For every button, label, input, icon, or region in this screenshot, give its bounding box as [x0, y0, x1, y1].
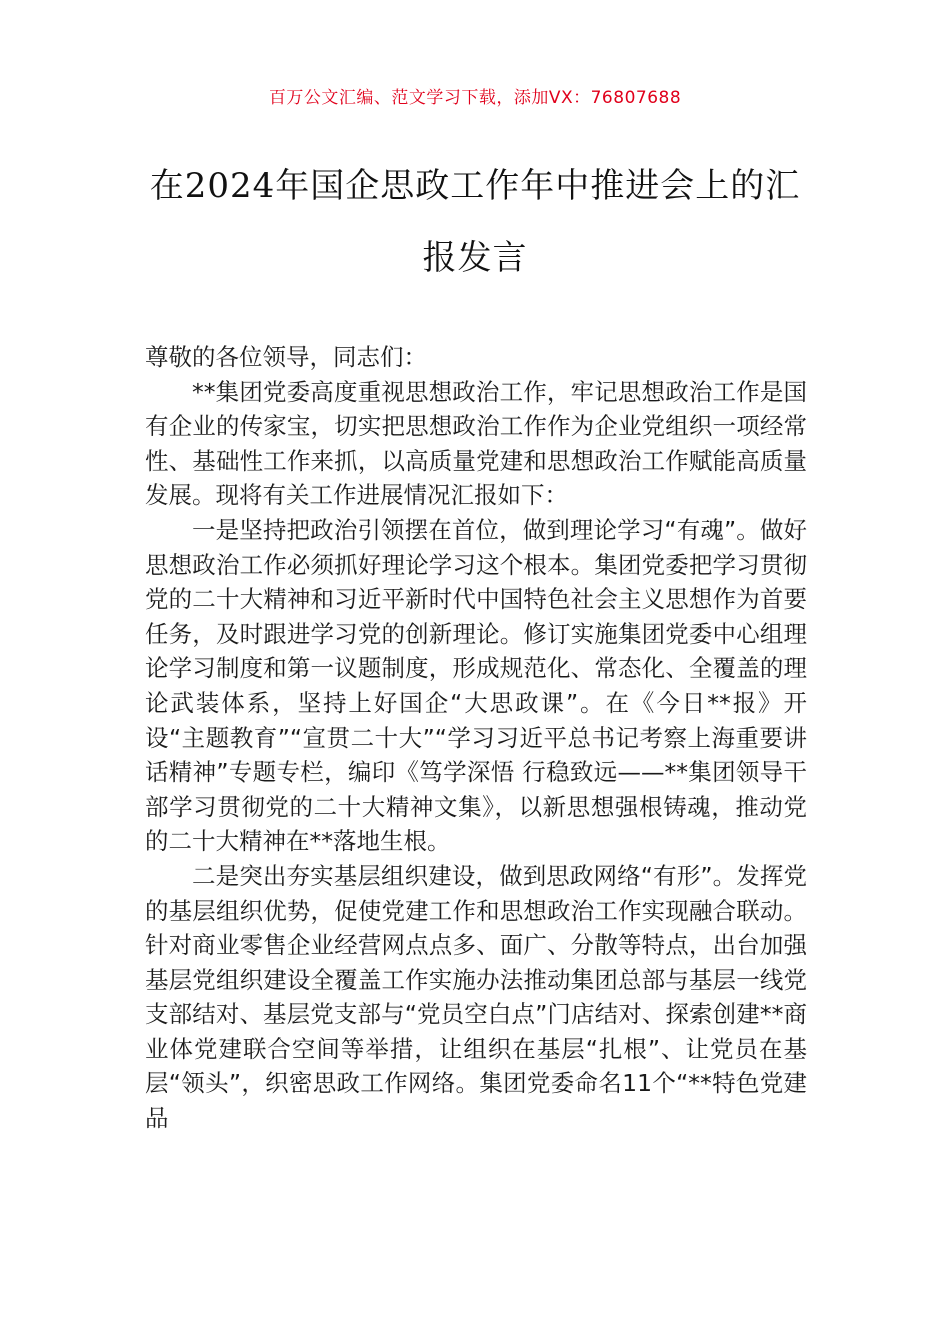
document-body — [145, 340, 807, 1136]
paragraph-intro: **集团党委高度重视思想政治工作，牢记思想政治工作是国有企业的传家宝，切实把思想政治工作作为企业党组织一项经常性、基础性工作来抓，以高质量党建和思想政治工作赋能高质量发展。现将有关工作进展情况汇报如下： — [145, 377, 807, 510]
watermark-header: 百万公文汇编、范文学习下载，添加VX：76807688 — [268, 88, 682, 108]
salutation: 尊敬的各位领导，同志们： — [145, 343, 427, 371]
document-title: 在2024年国企思政工作年中推进会上的汇报发言 — [149, 166, 801, 278]
paragraph-point-two: 二是突出夯实基层组织建设，做到思政网络“有形”。发挥党的基层组织优势，促使党建工作和思想政治工作实现融合联动。针对商业零售企业经营网点点多、面广、分散等特点，出台加强基层党组织建设全覆盖工作实施办法推动集团总部与基层一线党支部结对、基层党支部与“党员空白点”门店结对、探索创建**商业体党建联合空间等举措，让组织在基层“扎根”、让党员在基层“领头”，织密思政工作网络。集团党委命名11个“**特色党建品 — [145, 861, 807, 1133]
paragraph-point-one: 一是坚持把政治引领摆在首位，做到理论学习“有魂”。做好思想政治工作必须抓好理论学习这个根本。集团党委把学习贯彻党的二十大精神和习近平新时代中国特色社会主义思想作为首要任务，及时跟进学习党的创新理论。修订实施集团党委中心组理论学习制度和第一议题制度，形成规范化、常态化、全覆盖的理论武装体系，坚持上好国企“大思政课”。在《今日**报》开设“主题教育”“宣贯二十大”“学习习近平总书记考察上海重要讲话精神”专题专栏，编印《笃学深悟 行稳致远——**集团领导干部学习贯彻党的二十大精神文集》，以新思想强根铸魂，推动党的二十大精神在**落地生根。 — [145, 515, 807, 856]
